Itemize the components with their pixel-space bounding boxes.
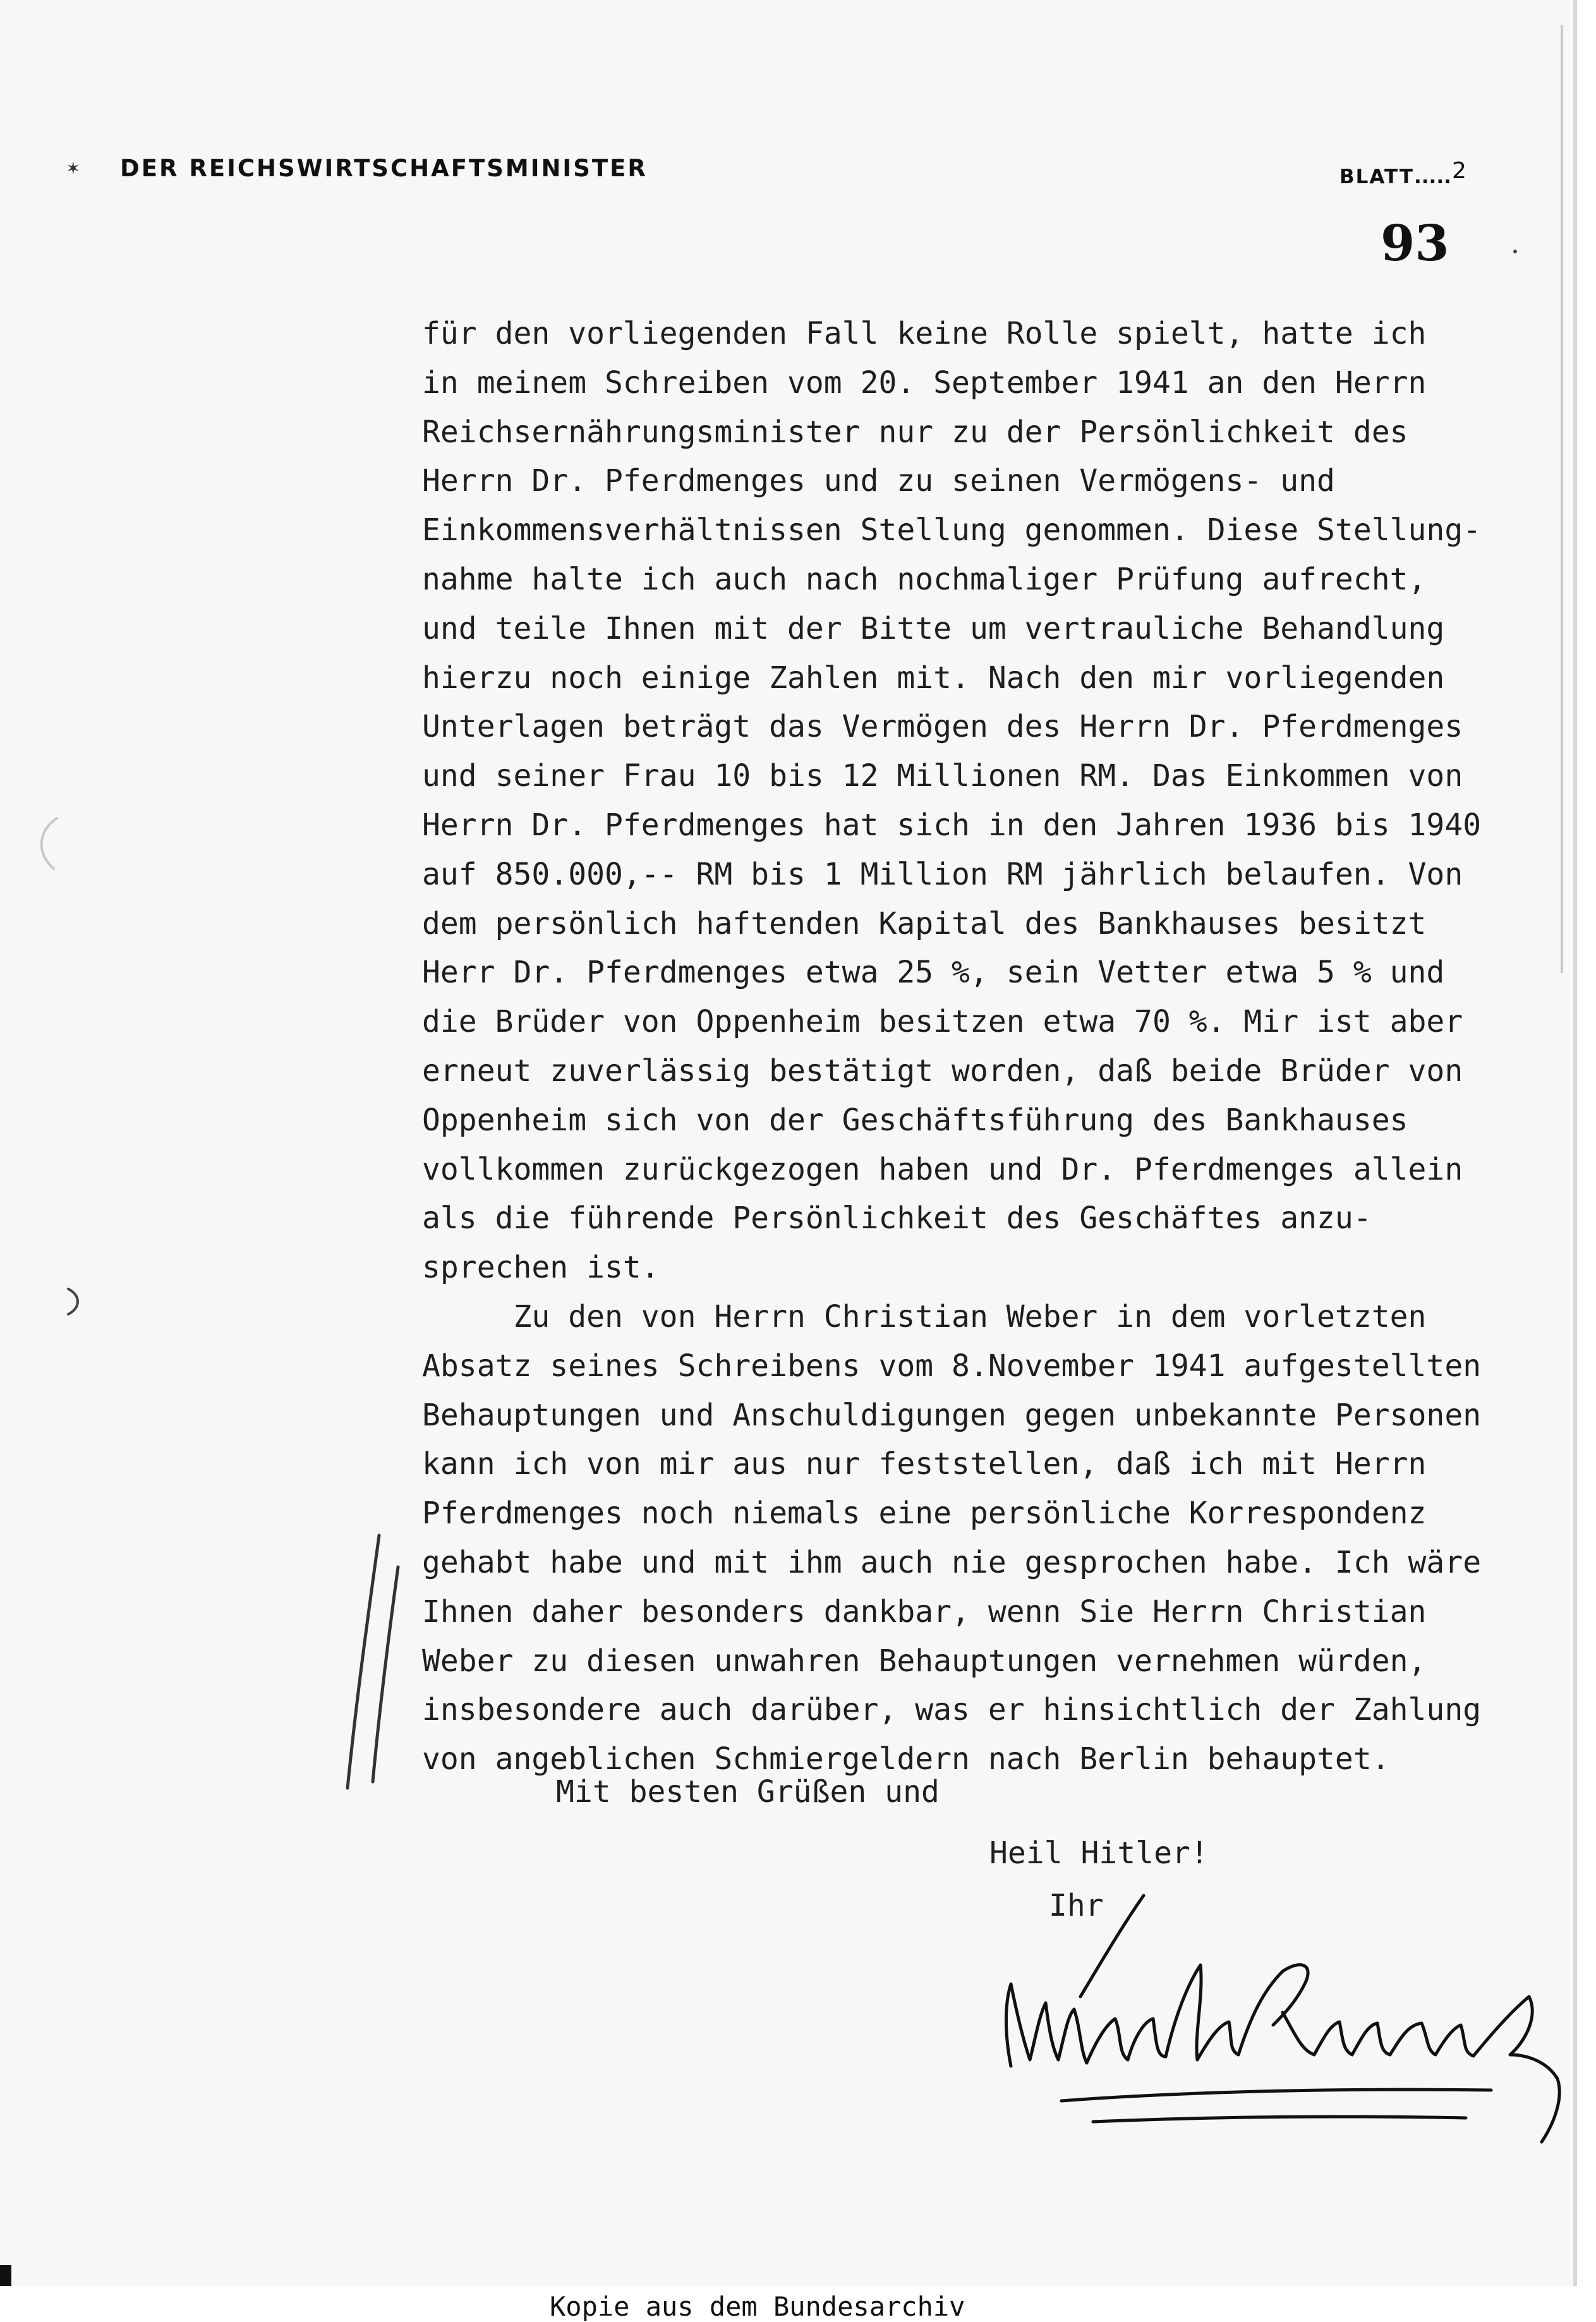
body-line: kann ich von mir aus nur feststellen, daß ich mit Herrn <box>422 1446 1427 1482</box>
body-line: Weber zu diesen unwahren Behauptungen vernehmen würden, <box>422 1643 1427 1679</box>
body-line: Oppenheim sich von der Geschäftsführung des Bankhauses <box>422 1102 1408 1138</box>
body-line: und seiner Frau 10 bis 12 Millionen RM. Das Einkommen von <box>422 758 1463 794</box>
sheet-label-dots: ..... <box>1413 166 1451 188</box>
body-line: Pferdmenges noch niemals eine persönliche Korrespondenz <box>422 1496 1427 1532</box>
body-line: Behauptungen und Anschuldigungen gegen unbekannte Personen <box>422 1397 1482 1433</box>
letterhead-ministry: DER REICHSWIRTSCHAFTSMINISTER <box>120 155 648 182</box>
letterhead-mark-icon: ✶ <box>66 158 81 179</box>
body-line: Zu den von Herrn Christian Weber in dem vorletzten <box>422 1298 1427 1334</box>
letter-body <box>422 310 1572 1784</box>
body-line: Einkommensverhältnissen Stellung genommen. Diese Stellung- <box>422 512 1482 548</box>
body-line: für den vorliegenden Fall keine Rolle spielt, hatte ich <box>422 316 1427 351</box>
body-line: sprechen ist. <box>422 1250 660 1286</box>
closing-greeting: Mit besten Grüßen und <box>556 1774 940 1810</box>
sheet-label-text: BLATT <box>1339 166 1414 188</box>
margin-faint-mark <box>28 815 66 872</box>
body-line: Unterlagen beträgt das Vermögen des Herrn Dr. Pferdmenges <box>422 709 1463 745</box>
body-line: dem persönlich haftenden Kapital des Bankhauses besitzt <box>422 905 1427 941</box>
body-line: nahme halte ich auch nach nochmaliger Prüfung aufrecht, <box>422 561 1427 597</box>
handwritten-signature <box>986 1889 1580 2167</box>
archive-footer <box>0 2286 1596 2321</box>
body-line: Absatz seines Schreibens vom 8.November 1941 aufgestellten <box>422 1348 1482 1384</box>
body-line: erneut zuverlässig bestätigt worden, daß beide Brüder von <box>422 1053 1463 1089</box>
body-line: und teile Ihnen mit der Bitte um vertrauliche Behandlung <box>422 610 1445 646</box>
folio-dot <box>1513 250 1517 253</box>
body-line: vollkommen zurückgezogen haben und Dr. Pferdmenges allein <box>422 1151 1463 1187</box>
body-line: Reichsernährungsminister nur zu der Persönlichkeit des <box>422 414 1408 450</box>
closing-sign-off: Ihr <box>1049 1888 1104 1923</box>
body-line: in meinem Schreiben vom 20. September 1941 an den Herrn <box>422 365 1427 401</box>
body-line: gehabt habe und mit ihm auch nie gesprochen habe. Ich wäre <box>422 1544 1482 1580</box>
sheet-label <box>1339 166 1451 188</box>
body-line: von angeblichen Schmiergeldern nach Berlin behauptet. <box>422 1741 1390 1777</box>
body-line: auf 850.000,-- RM bis 1 Million RM jährlich belaufen. Von <box>422 856 1463 892</box>
archive-note: Kopie aus dem Bundesarchiv <box>550 2291 965 2322</box>
body-line: Herrn Dr. Pferdmenges hat sich in den Jahren 1936 bis 1940 <box>422 807 1482 843</box>
body-line: als die führende Persönlichkeit des Geschäftes anzu- <box>422 1200 1372 1237</box>
closing-salute: Heil Hitler! <box>989 1835 1209 1871</box>
margin-bracket-mark <box>63 1286 88 1317</box>
folio-number: 93 <box>1381 215 1449 272</box>
body-line: insbesondere auch darüber, was er hinsichtlich der Zahlung <box>422 1692 1482 1728</box>
body-line: hierzu noch einige Zahlen mit. Nach den mir vorliegenden <box>422 660 1445 696</box>
body-line: Herrn Dr. Pferdmenges und zu seinen Vermögens- und <box>422 463 1335 499</box>
margin-pencil-marks <box>335 1529 404 1794</box>
body-line: Ihnen daher besonders dankbar, wenn Sie Herrn Christian <box>422 1593 1427 1630</box>
body-line: Herr Dr. Pferdmenges etwa 25 %, sein Vetter etwa 5 % und <box>422 955 1445 991</box>
body-line: die Brüder von Oppenheim besitzen etwa 70 %. Mir ist aber <box>422 1004 1463 1040</box>
sheet-number: 2 <box>1452 158 1466 184</box>
